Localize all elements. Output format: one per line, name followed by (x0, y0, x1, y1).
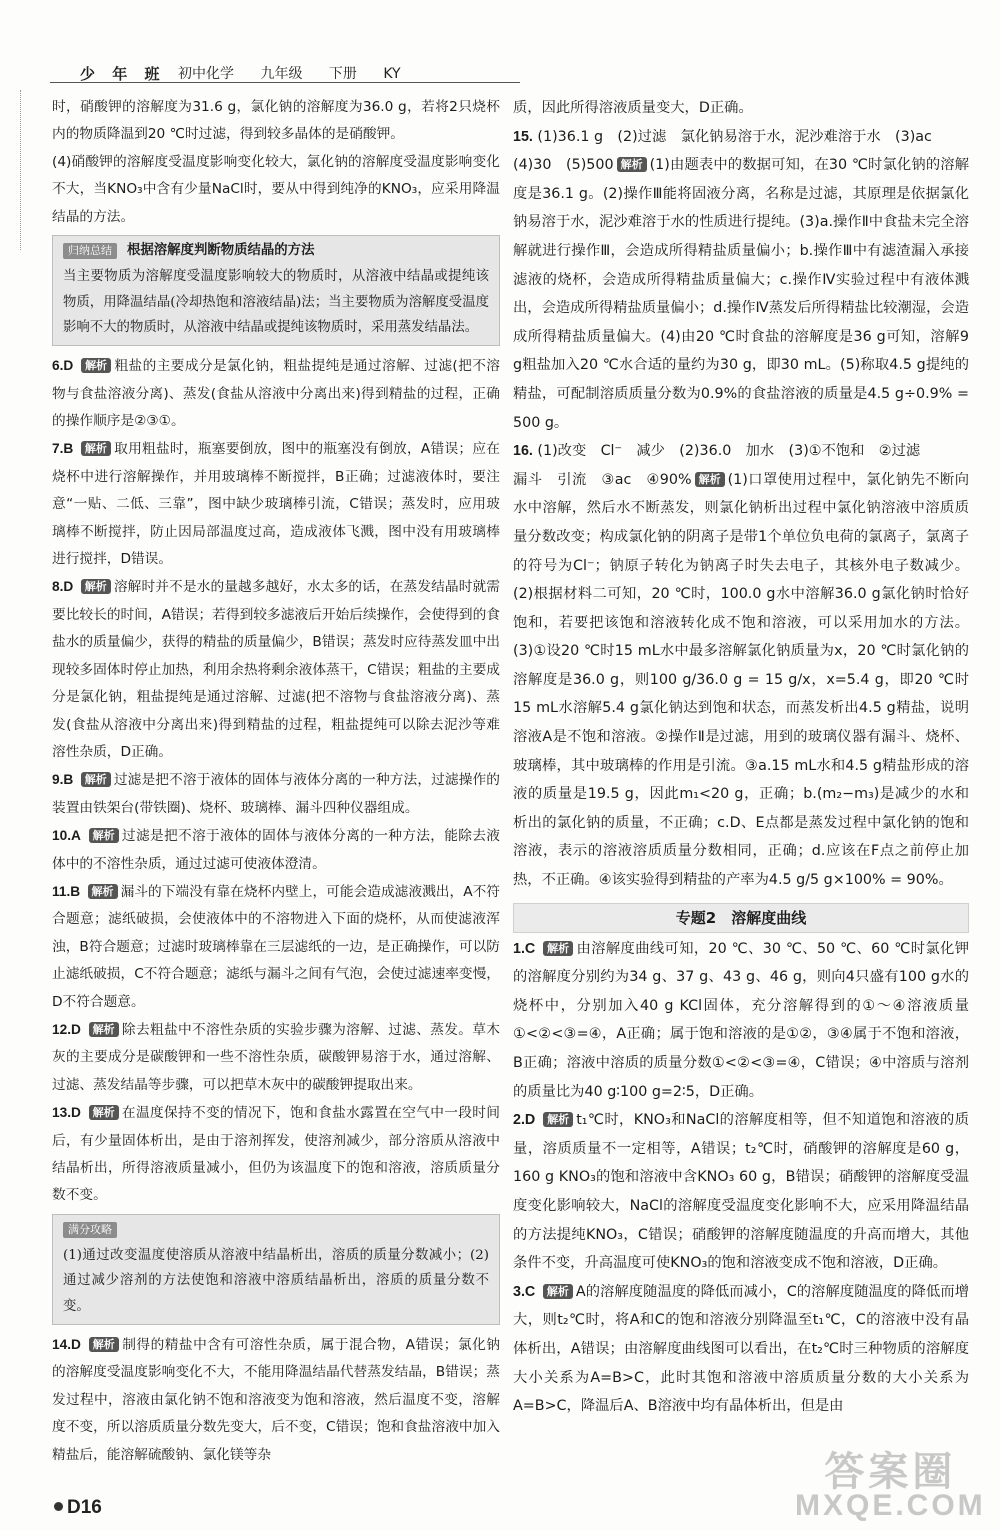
answer-text: 由溶解度曲线可知，20 ℃、30 ℃、50 ℃、60 ℃时氯化钾的溶解度分别约为34 g、37 g、43 g、46 g，则向4只盛有100 g水的烧杯中，分别加入40 g KCl固体，充分溶解得到的①～④溶液质量①<②<③=④，A正确；属于饱和溶液的是①②，③④属于不饱和溶液，B正确；溶液中溶质的质量分数①<②<③=④，C错误；④中溶质与溶剂的质量比为40 g∶100 g=2∶5，D正确。 (513, 940, 970, 1100)
analysis-tag: 解析 (89, 1337, 119, 1352)
answer-number: 3.C (513, 1283, 536, 1300)
analysis-tag: 解析 (89, 828, 119, 843)
answer-number: 9.B (52, 772, 74, 788)
answer-item (52, 573, 500, 766)
answer-number: 14.D (52, 1337, 81, 1352)
watermark-line1: 答案圈 (824, 1450, 957, 1494)
answer-item (52, 766, 500, 822)
analysis-tag: 解析 (695, 472, 725, 487)
summary-box (52, 235, 500, 346)
answer-item (52, 1016, 500, 1099)
paragraph: 质，因此所得溶液质量变大，D正确。 (513, 100, 753, 116)
summary-box-tag: 满分攻略 (63, 1222, 117, 1238)
analysis-tag: 解析 (81, 772, 111, 787)
left-column (52, 94, 500, 1469)
watermark (795, 1450, 986, 1523)
answer-text: 粗盐的主要成分是氯化钠，粗盐提纯是通过溶解、过滤(把不溶物与食盐溶液分离)、蒸发(食盐从溶液中分离出来)得到精盐的过程，正确的操作顺序是②③①。 (52, 358, 500, 430)
answer-text: t₁℃时，KNO₃和NaCl的溶解度相等，但不知道饱和溶液的质量，溶质质量不一定相等，A错误；t₂℃时，硝酸钾的溶解度是60 g，160 g KNO₃的饱和溶液中含KNO₃ 60 g，B错误；硝酸钾的溶解度受温度变化影响较大，NaCl的溶解度受温度变化影响不大，应采用降温结晶的方法提纯KNO₃，C错误；硝酸钾的溶解度随温度的升高而增大，其他条件不变，升高温度可使KNO₃的饱和溶液变成不饱和溶液，D正确。 (513, 1112, 969, 1272)
summary-box (52, 1214, 500, 1325)
answer-item (513, 466, 969, 895)
answer-item (52, 1331, 500, 1469)
analysis-tag: 解析 (543, 941, 573, 956)
answer-number: 12.D (52, 1021, 81, 1037)
answer-text: 取用粗盐时，瓶塞要倒放，图中的瓶塞没有倒放，A错误；应在烧杯中进行溶解操作，并用玻璃棒不断搅拌，B正确；过滤液体时，要注意“一贴、二低、三靠”，图中缺少玻璃棒引流，C错误；蒸发时，应用玻璃棒不断搅拌，防止因局部温度过高，造成液体飞溅，图中没有用玻璃棒进行搅拌，D错误。 (52, 441, 500, 568)
answer-number: 6.D (52, 358, 74, 374)
answer-text: 过滤是把不溶于液体的固体与液体分离的一种方法，过滤操作的装置由铁架台(带铁圈)、烧杯、玻璃棒、漏斗四种仪器组成。 (52, 772, 500, 816)
header-volume: 下册 (328, 66, 357, 82)
right-column (513, 94, 969, 1421)
answer-text: 除去粗盐中不溶性杂质的实验步骤为溶解、过滤、蒸发。草木灰的主要成分是碳酸钾和一些不溶性杂质，碳酸钾易溶于水，通过溶解、过滤、蒸发结晶等步骤，可以把草木灰中的碳酸钾提取出来。 (52, 1021, 500, 1093)
paragraph: (4)硝酸钾的溶解度受温度影响变化较大，氯化钠的溶解度受温度影响变化不大，当KNO₃中含有少量NaCl时，要从中得到纯净的KNO₃，应采用降温结晶的方法。 (52, 153, 500, 225)
answer-text: 漏斗的下端没有靠在烧杯内壁上，可能会造成滤液溅出，A不符合题意；滤纸破损，会使液体中的不溶物进入下面的烧杯，从而使滤液浑浊，B符合题意；过滤时玻璃棒靠在三层滤纸的一边，是正确操作，可以防止滤纸破损，C不符合题意；滤纸与漏斗之间有气泡，会使过滤速率变慢，D不符合题意。 (52, 883, 500, 1010)
answer-item (513, 123, 969, 152)
page-header (30, 52, 490, 84)
summary-box-text: (1)通过改变温度使溶质从溶液中结晶析出，溶质的质量分数减小；(2)通过减少溶剂的方法使饱和溶液中溶质结晶析出，溶质的质量分数不变。 (63, 1247, 489, 1315)
header-rule (50, 82, 520, 83)
answer-item (513, 437, 969, 466)
answer-number: 11.B (52, 883, 81, 899)
section-title: 专题2 溶解度曲线 (513, 903, 969, 933)
summary-box-header (63, 238, 489, 264)
answer-key: (4)30 (5)500 (513, 157, 614, 174)
header-info (178, 60, 423, 89)
analysis-tag: 解析 (89, 1105, 119, 1120)
header-grade: 九年级 (260, 66, 303, 82)
answer-number: 10.A (52, 828, 81, 844)
analysis-tag: 解析 (88, 884, 118, 899)
answer-number: 2.D (513, 1112, 536, 1129)
answer-text: (1)改变 Cl⁻ 减少 (2)36.0 加水 (3)①不饱和 ②过滤 (537, 443, 921, 460)
answer-text: (1)由题表中的数据可知，在30 ℃时氯化钠的溶解度是36.1 g。(2)操作Ⅲ能将固液分离，名称是过滤，其原理是依据氯化钠易溶于水，泥沙难溶于水的性质进行提纯。(3)a.操作Ⅱ中食盐未完全溶解就进行操作Ⅲ，会造成所得精盐质量偏小；b.操作Ⅲ中有滤渣漏入承接滤液的烧杯，会造成所得精盐质量偏大；c.操作Ⅳ实验过程中有液体溅出，会造成所得精盐质量偏小；d.操作Ⅳ蒸发后所得精盐比较潮湿，会造成所得精盐质量偏大。(4)由20 ℃时食盐的溶解度是36 g可知，溶解9 g粗盐加入20 ℃水合适的量约为30 g，即30 mL。(5)称取4.5 g提纯的精盐，可配制溶质质量分数为0.9%的食盐溶液的质量是4.5 g÷0.9% = 500 g。 (513, 157, 970, 431)
summary-box-tag: 归纳总结 (63, 243, 117, 259)
answer-item (513, 1278, 969, 1421)
paragraph: 时，硝酸钾的溶解度为31.6 g，氯化钠的溶解度为36.0 g，若将2只烧杯内的物质降温到20 ℃时过滤，得到较多晶体的是硝酸钾。 (52, 99, 500, 143)
answer-text: 溶解时并不是水的量越多越好，水太多的话，在蒸发结晶时就需要比较长的时间，A错误；若得到较多滤液后开始后续操作，会使得到的食盐水的质量偏少，获得的精盐的质量偏少，B错误；蒸发时应待蒸发皿中出现较多固体时停止加热，利用余热将剩余液体蒸干，C错误；粗盐的主要成分是氯化钠，粗盐提纯是通过溶解、过滤(把不溶物与食盐溶液分离)、蒸发(食盐从溶液中分离出来)得到精盐的过程，粗盐提纯可以除去泥沙等难溶性杂质，D正确。 (52, 579, 500, 760)
answer-item (52, 352, 500, 435)
answer-number: 7.B (52, 441, 74, 457)
answer-text: (1)36.1 g (2)过滤 氯化钠易溶于水，泥沙难溶于水 (3)ac (537, 128, 932, 145)
answer-number: 15. (513, 128, 533, 145)
answer-item (52, 878, 500, 1016)
analysis-tag: 解析 (81, 441, 111, 456)
header-edition: KY (383, 66, 401, 82)
answer-item (513, 151, 969, 437)
decorative-vine (20, 90, 45, 250)
answer-text: 制得的精盐中含有可溶性杂质，属于混合物，A错误；氯化钠的溶解度受温度影响变化不大，不能用降温结晶代替蒸发结晶，B错误；蒸发过程中，溶液由氯化钠不饱和溶液变为饱和溶液，然后温度不变，溶解度不变，所以溶质质量分数先变大，后不变，C错误；饱和食盐溶液中加入精盐后，能溶解硫酸钠、氯化镁等杂 (52, 1337, 500, 1463)
summary-box-text: 当主要物质为溶解度受温度影响较大的物质时，从溶液中结晶或提纯该物质，用降温结晶(冷却热饱和溶液结晶)法；当主要物质为溶解度受温度影响不大的物质时，从溶液中结晶或提纯该物质时，采用蒸发结晶法。 (63, 268, 489, 336)
answer-text: (1)口罩使用过程中，氯化钠先不断向水中溶解，然后水不断蒸发，则氯化钠析出过程中氯化钠溶液中溶质质量分数改变；构成氯化钠的阴离子是带1个单位负电荷的氯离子，氯离子的符号为Cl⁻；钠原子转化为钠离子时失去电子，其核外电子数减少。(2)根据材料二可知，20 ℃时，100.0 g水中溶解36.0 g氯化钠时恰好饱和，若要把该饱和溶液转化成不饱和溶液，可以采用加水的方法。(3)①设20 ℃时15 mL水中最多溶解氯化钠质量为x，20 ℃时氯化钠的溶解度是36.0 g，则100 g/36.0 g = 15 g/x，x=5.4 g，即20 ℃时15 mL水溶解5.4 g氯化钠达到饱和状态，而蒸发析出4.5 g精盐，说明溶液A是不饱和溶液。②操作Ⅱ是过滤，用到的玻璃仪器有漏斗、烧杯、玻璃棒，其中玻璃棒的作用是引流。③a.15 mL水和4.5 g精盐形成的溶液的质量是19.5 g，因此m₁<20 g，正确；b.(m₂−m₃)是减少的水和析出的氯化钠的质量，不正确；c.D、E点都是蒸发过程中氯化钠的饱和溶液，表示的溶液溶质质量分数相同，正确；d.应该在F点之前停止加热，不正确。④该实验得到精盐的产率为4.5 g/5 g×100% = 90%。 (513, 471, 970, 889)
summary-box-title: 根据溶解度判断物质结晶的方法 (127, 242, 315, 259)
answer-key: 漏斗 引流 ③ac ④90% (513, 471, 692, 488)
answer-number: 1.C (513, 940, 536, 957)
answer-number: 8.D (52, 579, 74, 595)
answer-text: 在温度保持不变的情况下，饱和食盐水露置在空气中一段时间后，有少量固体析出，是由于溶剂挥发，使溶剂减少，部分溶质从溶液中结晶析出，所得溶液质量减小，但仍为该温度下的饱和溶液，溶质质量分数不变。 (52, 1105, 500, 1204)
answer-item (513, 935, 969, 1107)
answer-item (52, 435, 500, 573)
page-number-text: D16 (67, 1497, 102, 1518)
summary-box-header (63, 1217, 489, 1243)
answer-text: 过滤是把不溶于液体的固体与液体分离的一种方法，能除去液体中的不溶性杂质，通过过滤可使液体澄清。 (52, 828, 500, 872)
answer-item (52, 822, 500, 878)
bullet-icon (54, 1502, 63, 1511)
analysis-tag: 解析 (89, 1022, 119, 1037)
header-subject: 初中化学 (178, 66, 234, 82)
answer-item (513, 1106, 969, 1278)
brand-logo: 少 年 班 (80, 65, 166, 83)
watermark-line2: MXQE.COM (795, 1489, 986, 1522)
analysis-tag: 解析 (543, 1112, 573, 1127)
page-number (54, 1494, 102, 1523)
analysis-tag: 解析 (81, 358, 111, 373)
answer-text: A的溶解度随温度的降低而减小，C的溶解度随温度的降低而增大，则t₂℃时，将A和C的饱和溶液分别降温至t₁℃，C的溶液中没有晶体析出，A错误；由溶解度曲线图可以看出，在t₂℃时三种物质的溶解度大小关系为A=B>C，此时其饱和溶液中溶质质量分数的大小关系为A=B>C，降温后A、B溶液中均有晶体析出，但是由 (513, 1283, 969, 1415)
answer-number: 16. (513, 443, 533, 460)
analysis-tag: 解析 (81, 579, 111, 594)
analysis-tag: 解析 (617, 157, 647, 172)
answer-number: 13.D (52, 1105, 81, 1121)
analysis-tag: 解析 (543, 1284, 573, 1299)
answer-item (52, 1099, 500, 1210)
